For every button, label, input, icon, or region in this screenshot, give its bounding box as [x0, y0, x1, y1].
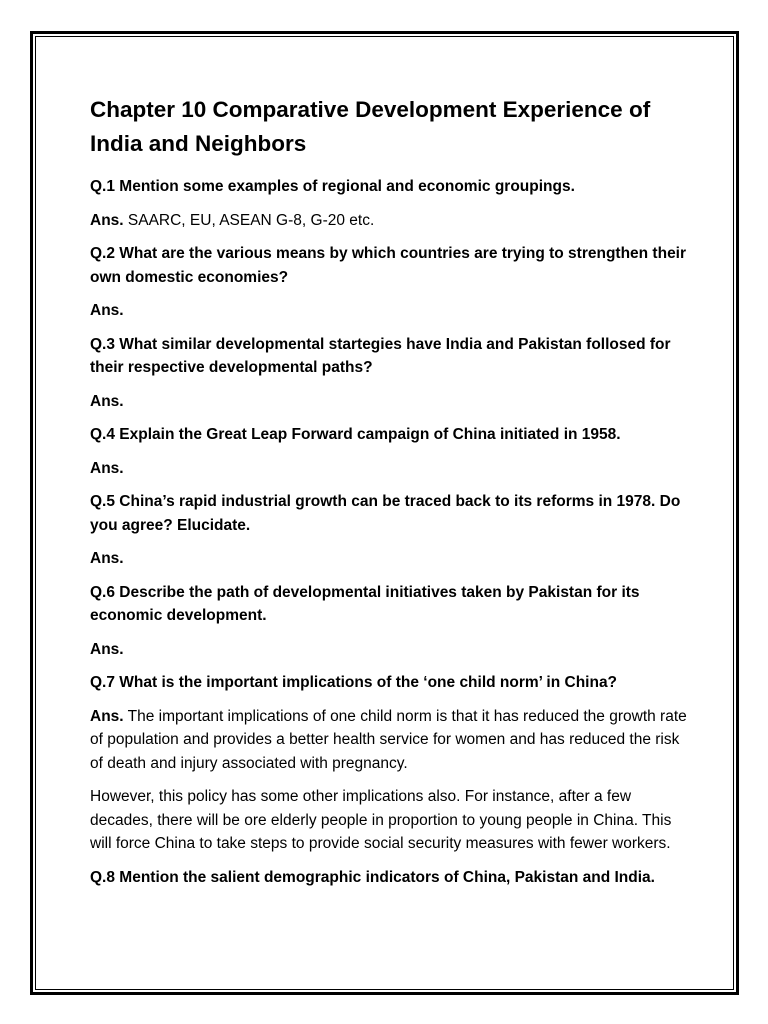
answer-7-continued: However, this policy has some other implications also. For instance, after a few decades, there will be ore elderly people in proportion to young people in China. This will force China to take steps to provide social security measures with fewer workers.	[90, 788, 672, 852]
question-6: Q.6 Describe the path of developmental initiatives taken by Pakistan for its economic development.	[90, 583, 640, 624]
answer-2	[90, 299, 690, 323]
answer-label: Ans.	[90, 392, 124, 410]
question-8: Q.8 Mention the salient demographic indicators of China, Pakistan and India.	[90, 868, 655, 886]
answer-label: Ans.	[90, 459, 124, 477]
answer-text: SAARC, EU, ASEAN G-8, G-20 etc.	[123, 211, 375, 229]
answer-6	[90, 638, 690, 662]
answer-4	[90, 457, 690, 481]
answer-3	[90, 390, 690, 414]
answer-label: Ans.	[90, 211, 124, 229]
question-3: Q.3 What similar developmental startegies have India and Pakistan follosed for their respective developmental paths?	[90, 335, 671, 376]
question-7: Q.7 What is the important implications of the ‘one child norm’ in China?	[90, 674, 618, 691]
question-2: Q.2 What are the various means by which countries are trying to strengthen their own domestic economies?	[90, 245, 687, 286]
answer-7	[90, 705, 690, 776]
chapter-title: Chapter 10 Comparative Development Experience of India and Neighbors	[90, 97, 651, 156]
question-5: Q.5 China’s rapid industrial growth can be traced back to its reforms in 1978. Do you agree? Elucidate.	[90, 493, 681, 534]
document-body	[90, 93, 690, 899]
answer-label: Ans.	[90, 640, 124, 658]
question-4: Q.4 Explain the Great Leap Forward campaign of China initiated in 1958.	[90, 426, 621, 443]
answer-label: Ans.	[90, 550, 124, 567]
answer-5	[90, 547, 690, 571]
answer-1	[90, 209, 690, 233]
answer-label: Ans.	[90, 302, 124, 319]
answer-label: Ans.	[90, 707, 124, 725]
answer-text: The important implications of one child norm is that it has reduced the growth rate of population and provides a better health service for women and has reduced the risk of death and injury associated with pregnancy.	[90, 707, 687, 772]
question-1: Q.1 Mention some examples of regional and economic groupings.	[90, 178, 575, 195]
